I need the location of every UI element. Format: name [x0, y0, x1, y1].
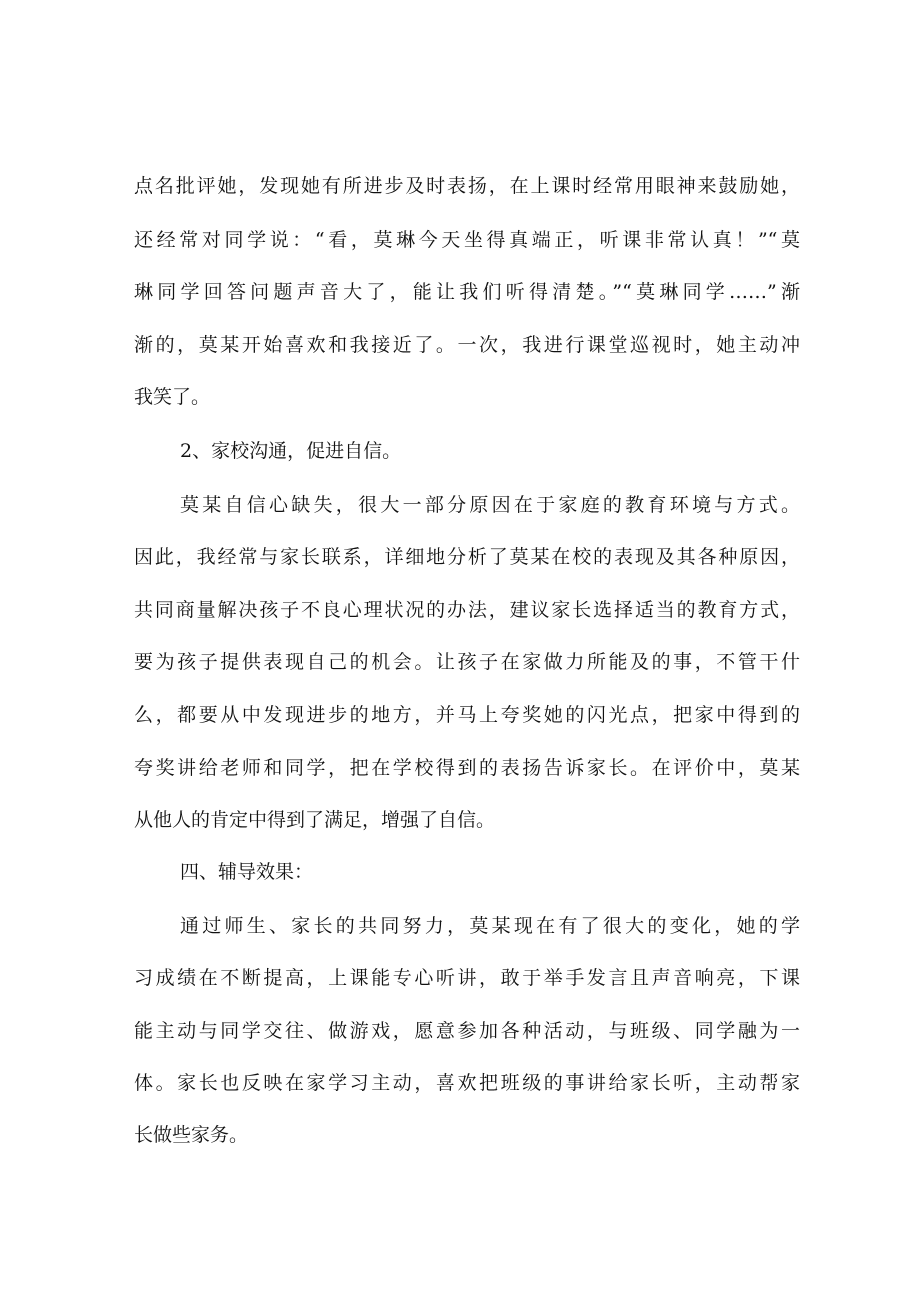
paragraph-1-line-4: 渐的，莫某开始喜欢和我接近了。一次，我进行课堂巡视时，她主动冲 — [134, 334, 800, 356]
section-heading-2: 2、家校沟通，促进自信。 — [180, 440, 402, 462]
paragraph-2-line-7: 从他人的肯定中得到了满足，增强了自信。 — [134, 809, 496, 831]
paragraph-3-line-4: 体。家长也反映在家学习主动，喜欢把班级的事讲给家长听，主动帮家 — [134, 1072, 800, 1094]
paragraph-1-line-2: 还经常对同学说：“看，莫琳今天坐得真端正，听课非常认真！”“莫 — [134, 229, 800, 251]
paragraph-2-line-1: 莫某自信心缺失，很大一部分原因在于家庭的教育环境与方式。 — [180, 494, 800, 516]
paragraph-1-line-5: 我笑了。 — [134, 386, 211, 408]
paragraph-3-line-3: 能主动与同学交往、做游戏，愿意参加各种活动，与班级、同学融为一 — [134, 1020, 800, 1042]
paragraph-2-line-4: 要为孩子提供表现自己的机会。让孩子在家做力所能及的事，不管干什 — [134, 651, 800, 673]
paragraph-2-line-2: 因此，我经常与家长联系，详细地分析了莫某在校的表现及其各种原因， — [134, 546, 800, 568]
section-heading-4: 四、辅导效果： — [180, 861, 314, 883]
paragraph-2-line-5: 么，都要从中发现进步的地方，并马上夸奖她的闪光点，把家中得到的 — [134, 704, 800, 726]
paragraph-3-line-2: 习成绩在不断提高，上课能专心听讲，敢于举手发言且声音响亮，下课 — [134, 967, 800, 989]
paragraph-3-line-5: 长做些家务。 — [134, 1124, 249, 1146]
paragraph-1-line-3: 琳同学回答问题声音大了，能让我们听得清楚。”“莫琳同学……”渐 — [134, 281, 800, 303]
paragraph-2-line-3: 共同商量解决孩子不良心理状况的办法，建议家长选择适当的教育方式， — [134, 599, 800, 621]
paragraph-3-line-1: 通过师生、家长的共同努力，莫某现在有了很大的变化，她的学 — [180, 915, 800, 937]
paragraph-2-line-6: 夸奖讲给老师和同学，把在学校得到的表扬告诉家长。在评价中，莫某 — [134, 757, 800, 779]
paragraph-1-line-1: 点名批评她，发现她有所进步及时表扬，在上课时经常用眼神来鼓励她， — [134, 175, 800, 197]
